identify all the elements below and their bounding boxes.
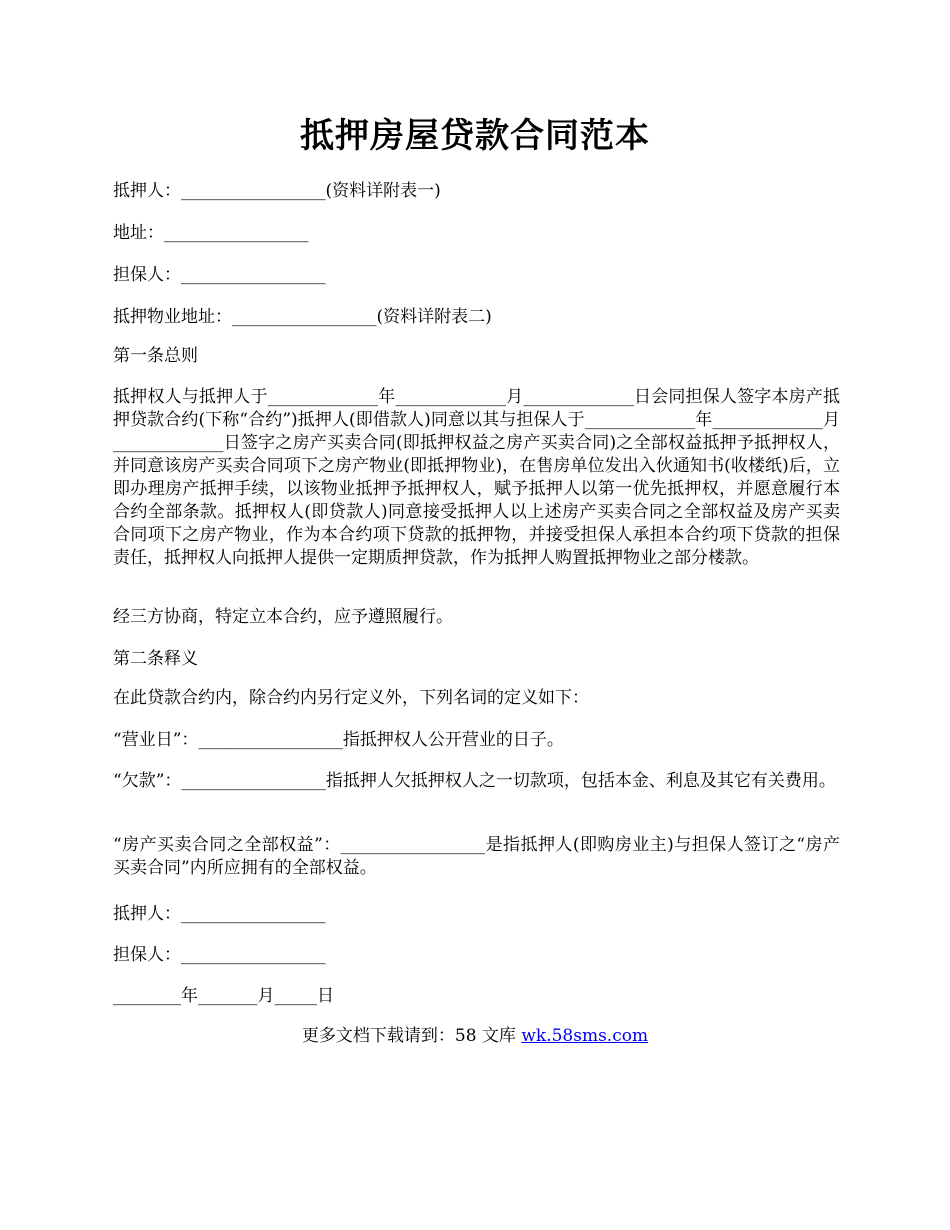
guarantor-field: 担保人：_________________	[113, 265, 326, 285]
agreement-line: 经三方协商，特定立本合约，应予遵照履行。	[113, 607, 453, 627]
section2-heading: 第二条释义	[113, 649, 198, 669]
section1-body: 抵押权人与抵押人于_____________年_____________月_____________日会同担保人签字本房产抵押贷款合约(下称“合约”)抵押人(即借款人)同意以其与担保人于_____________年_____________月_____________日签字之房产买卖合同(即抵押权益之房产买卖合同)之全部权益抵押予抵押权人，并同意该房产买卖合同项下之房产物业(即抵押物业)，在售房单位发出入伙通知书(收楼纸)后，立即办理房产抵押手续，以该物业抵押予抵押权人，赋予抵押人以第一优先抵押权，并愿意履行本合约全部条款。抵押权人(即贷款人)同意接受抵押人以上述房产买卖合同之全部权益及房产买卖合同项下之房产物业，作为本合约项下贷款的抵押物，并接受担保人承担本合约项下贷款的担保责任，抵押权人向抵押人提供一定期质押贷款，作为抵押人购置抵押物业之部分楼款。	[113, 387, 840, 568]
document-title: 抵押房屋贷款合同范本	[300, 116, 650, 156]
footer-text: 更多文档下载请到：58 文库	[301, 1026, 522, 1046]
footer-link[interactable]: wk.58sms.com	[521, 1026, 649, 1046]
definition-arrears: “欠款”：_________________指抵押人欠抵押权人之一切款项，包括本金、利息及其它有关费用。	[113, 771, 836, 791]
property-address-field: 抵押物业地址：_________________(资料详附表二)	[113, 307, 492, 327]
mortgagor-field: 抵押人：_________________(资料详附表一)	[113, 181, 441, 201]
section2-intro: 在此贷款合约内，除合约内另行定义外，下列名词的定义如下：	[113, 688, 589, 708]
definition-rights: “房产买卖合同之全部权益”：_________________是指抵押人(即购房业主)与担保人签订之“房产买卖合同”内所应拥有的全部权益。	[113, 835, 840, 878]
signature-mortgagor: 抵押人：_________________	[113, 904, 326, 924]
definition-business-day: “营业日”：_________________指抵押权人公开营业的日子。	[113, 730, 564, 750]
signature-guarantor: 担保人：_________________	[113, 945, 326, 965]
footer	[0, 1024, 950, 1048]
section1-heading: 第一条总则	[113, 346, 198, 366]
address-field: 地址：_________________	[113, 223, 309, 243]
date-line: ________年_______月_____日	[113, 986, 334, 1006]
